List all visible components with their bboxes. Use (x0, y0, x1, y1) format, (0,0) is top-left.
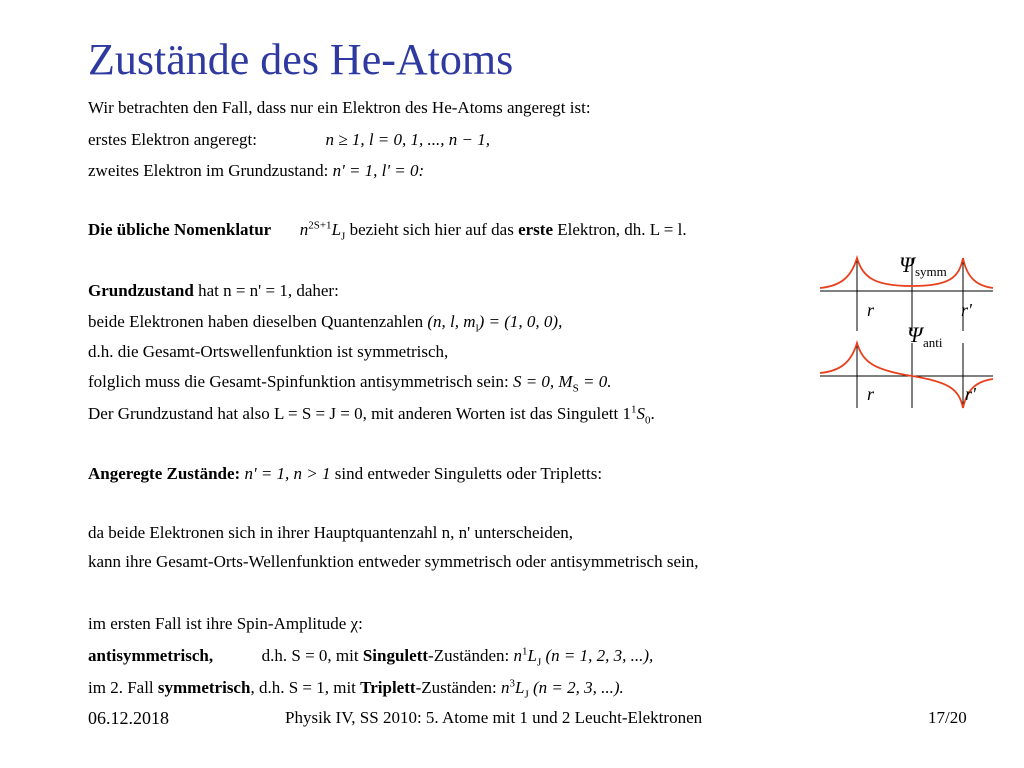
spin-text: folglich muss die Gesamt-Spinfunktion antisymmetrisch sein: (88, 372, 509, 391)
spin-line (88, 372, 612, 395)
singulett-bold: Singulett (362, 646, 429, 665)
symm-label: symm (915, 264, 947, 279)
slide-title: Zustände des He-Atoms (88, 35, 514, 84)
nomenclature-sup: 2S+1 (308, 219, 332, 232)
antisym-formula-sup: 1 (521, 645, 528, 658)
intro-text: Wir betrachten den Fall, dass nur ein Elektron des He-Atoms angeregt ist: (88, 98, 591, 117)
quantum-formula-sub: l (475, 322, 479, 335)
quantum-line (88, 312, 563, 335)
sym-formula-n: n (501, 678, 510, 697)
nomenclature-text2: Elektron, dh. L = l. (557, 220, 687, 239)
footer-page: 17/20 (928, 708, 967, 727)
anti-label: anti (923, 335, 943, 350)
differ-text: da beide Elektronen sich in ihrer Hauptquantenzahl n, n' unterscheiden, (88, 523, 574, 542)
triplett-bold: Triplett (360, 678, 416, 697)
first-electron-label: erstes Elektron angeregt: (88, 130, 257, 149)
first-case-text: im ersten Fall ist ihre Spin-Amplitude χ: (88, 614, 363, 633)
spin-formula-sub: S (572, 382, 579, 395)
second-case-start: im 2. Fall (88, 678, 154, 697)
antisym-formula-n: n (513, 646, 522, 665)
second-electron-line (88, 161, 424, 181)
antisym-formula-L: L (527, 646, 537, 665)
nomenclature-sub: J (341, 230, 346, 243)
excited-bold: Angeregte Zustände: (88, 464, 241, 483)
second-electron-label: zweites Elektron im Grundzustand: (88, 161, 329, 180)
quantum-formula-end: ) = (1, 0, 0), (478, 312, 563, 331)
sym-formula-L: L (515, 678, 525, 697)
symm-r-prime-label: r' (961, 300, 972, 320)
spin-formula-start: S = 0, M (512, 372, 573, 391)
nomenclature-line (88, 219, 687, 243)
singlet-S: S (636, 404, 645, 423)
excited-formula: n' = 1, n > 1 (244, 464, 331, 483)
antisym-bold: antisymmetrisch, (88, 646, 214, 665)
nomenclature-text1: bezieht sich hier auf das (349, 220, 514, 239)
antisym-line (88, 645, 654, 669)
intro-line (88, 98, 591, 118)
antisym-text2: -Zuständen: (428, 646, 510, 665)
antisym-formula-sub: J (536, 656, 542, 669)
sym-formula-end: (n = 2, 3, ...). (533, 678, 624, 697)
sym-formula-sup: 3 (509, 677, 516, 690)
first-electron-formula: n ≥ 1, l = 0, 1, ..., n − 1, (325, 130, 490, 149)
excited-line (88, 464, 602, 484)
second-case-text1: , d.h. S = 1, mit (250, 678, 356, 697)
singlet-sup: 1 (630, 403, 637, 416)
quantum-text: beide Elektronen haben dieselben Quantenzahlen (88, 312, 424, 331)
ground-line (88, 281, 339, 301)
singlet-text: Der Grundzustand hat also L = S = J = 0, mit anderen Worten ist das Singulett 1 (88, 404, 631, 423)
anti-r-label: r (867, 384, 875, 404)
either-line (88, 552, 698, 572)
second-case-text2: -Zuständen: (415, 678, 497, 697)
wavefunction-diagram (815, 248, 1000, 413)
singlet-line (88, 403, 655, 427)
nomenclature-bold2: erste (518, 220, 553, 239)
excited-text: sind entweder Singuletts oder Tripletts: (334, 464, 603, 483)
nomenclature-L: L (331, 220, 342, 239)
quantum-formula-start: (n, l, m (427, 312, 476, 331)
symmetric-text: d.h. die Gesamt-Ortswellenfunktion ist symmetrisch, (88, 342, 449, 361)
footer-course: Physik IV, SS 2010: 5. Atome mit 1 und 2 Leucht-Elektronen (285, 708, 703, 727)
first-electron-line (88, 130, 490, 150)
first-case-line (88, 614, 363, 634)
symmetric-line (88, 342, 448, 362)
differ-line (88, 523, 573, 543)
nomenclature-n: n (299, 220, 309, 239)
symm-psi: Ψ (899, 252, 915, 277)
footer-date: 06.12.2018 (88, 708, 169, 728)
anti-psi: Ψ (907, 322, 923, 347)
nomenclature-bold: Die übliche Nomenklatur (88, 220, 272, 239)
sym-formula-sub: J (524, 688, 529, 701)
spin-formula-end: = 0. (582, 372, 612, 391)
anti-r-prime-label: r' (965, 384, 976, 404)
symm-r-label: r (867, 300, 875, 320)
second-electron-formula: n' = 1, l' = 0: (332, 161, 425, 180)
sym-bold: symmetrisch (157, 678, 251, 697)
ground-bold: Grundzustand (88, 281, 194, 300)
sym-line (88, 677, 624, 701)
antisym-formula-end: (n = 1, 2, 3, ...), (545, 646, 654, 665)
antisym-text1: d.h. S = 0, mit (261, 646, 359, 665)
singlet-sub: 0 (644, 414, 651, 427)
either-text: kann ihre Gesamt-Orts-Wellenfunktion entweder symmetrisch oder antisymmetrisch sein, (88, 552, 699, 571)
ground-text: hat n = n' = 1, daher: (198, 281, 339, 300)
singlet-end: . (650, 404, 655, 423)
